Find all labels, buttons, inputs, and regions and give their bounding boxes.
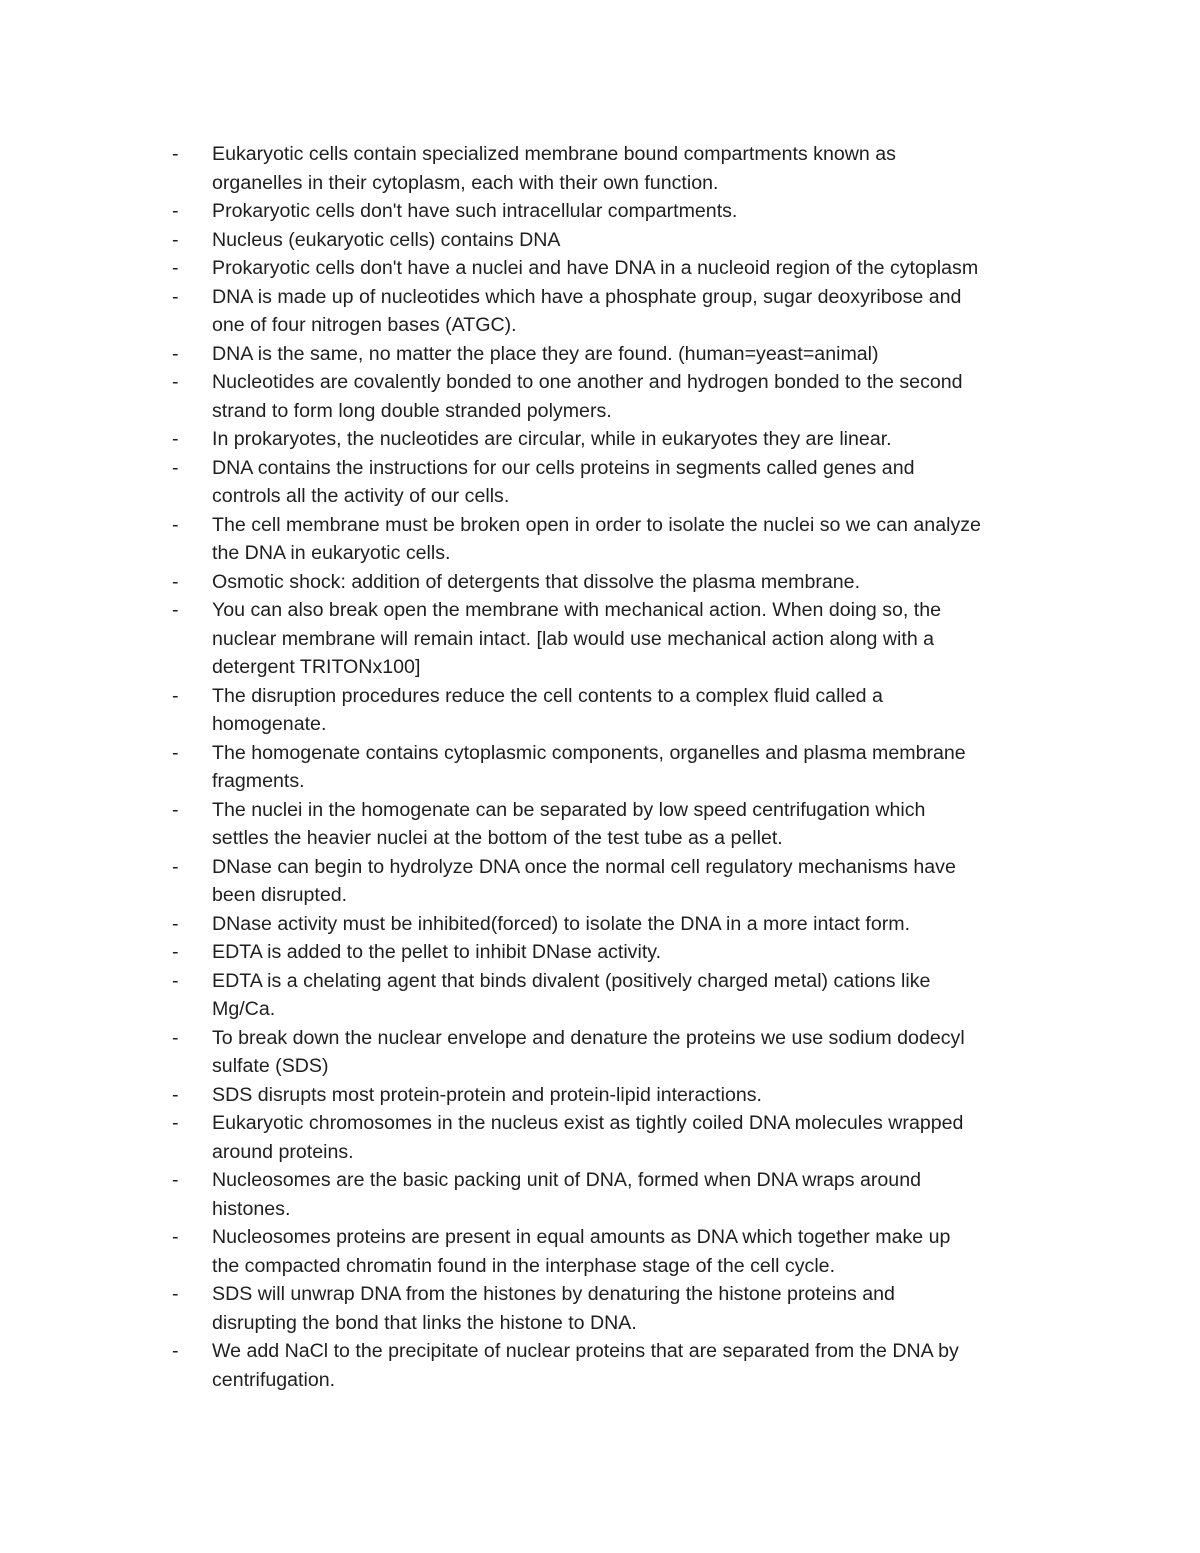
bullet-dash: -	[172, 1083, 179, 1106]
bullet-dash: -	[172, 456, 179, 479]
bullet-dash: -	[172, 798, 179, 821]
note-text-line: EDTA is added to the pellet to inhibit DNase activity.	[212, 941, 662, 963]
note-item	[172, 1166, 1072, 1223]
bullet-dash: -	[172, 741, 179, 764]
note-text-line: The disruption procedures reduce the cell contents to a complex fluid called a	[212, 684, 883, 707]
bullet-dash: -	[172, 228, 179, 251]
bullet-dash: -	[172, 285, 179, 308]
note-item	[172, 511, 1072, 568]
note-text-line: homogenate.	[212, 713, 327, 735]
bullet-dash: -	[172, 684, 179, 707]
note-text-line: DNA is the same, no matter the place they are found. (human=yeast=animal)	[212, 342, 879, 365]
note-item	[172, 226, 1072, 255]
bullet-dash: -	[172, 428, 179, 450]
note-text-line: SDS will unwrap DNA from the histones by denaturing the histone proteins and	[212, 1283, 895, 1305]
note-item	[172, 938, 1072, 967]
note-text-line: detergent TRITONx100]	[212, 656, 421, 678]
note-item	[172, 1223, 1072, 1280]
note-item	[172, 1337, 1072, 1394]
bullet-dash: -	[172, 570, 179, 593]
note-text-line: The nuclei in the homogenate can be separated by low speed centrifugation which	[212, 798, 926, 821]
bullet-dash: -	[172, 371, 179, 393]
note-text-line: the compacted chromatin found in the interphase stage of the cell cycle.	[212, 1254, 836, 1277]
note-text-line: the DNA in eukaryotic cells.	[212, 542, 451, 564]
note-text-line: around proteins.	[212, 1140, 354, 1163]
bullet-dash: -	[172, 513, 179, 536]
note-text-line: In prokaryotes, the nucleotides are circular, while in eukaryotes they are linear.	[212, 428, 892, 450]
note-item	[172, 368, 1072, 425]
note-item	[172, 425, 1072, 454]
note-text-line: Nucleotides are covalently bonded to one another and hydrogen bonded to the second	[212, 371, 963, 393]
note-item	[172, 853, 1072, 910]
note-text-line: DNA is made up of nucleotides which have a phosphate group, sugar deoxyribose and	[212, 285, 962, 308]
note-text-line: one of four nitrogen bases (ATGC).	[212, 314, 517, 336]
note-item	[172, 1081, 1072, 1110]
bullet-dash: -	[172, 143, 179, 165]
note-text-line: settles the heavier nuclei at the bottom of the test tube as a pellet.	[212, 827, 783, 849]
note-text-line: The cell membrane must be broken open in order to isolate the nuclei so we can analyze	[212, 513, 981, 536]
bullet-dash: -	[172, 969, 179, 992]
note-text-line: centrifugation.	[212, 1368, 336, 1391]
bullet-dash: -	[172, 342, 179, 365]
note-text-line: nuclear membrane will remain intact. [lab would use mechanical action along with a	[212, 627, 935, 650]
bullet-dash: -	[172, 855, 179, 878]
note-item	[172, 568, 1072, 597]
bullet-dash: -	[172, 1283, 179, 1305]
bullet-dash: -	[172, 599, 179, 621]
note-text-line: strand to form long double stranded polymers.	[212, 399, 612, 422]
note-text-line: fragments.	[212, 770, 305, 792]
note-text-line: You can also break open the membrane with mechanical action. When doing so, the	[212, 599, 942, 621]
note-item	[172, 140, 1072, 197]
note-item	[172, 796, 1072, 853]
note-text-line: controls all the activity of our cells.	[212, 485, 510, 507]
note-item	[172, 739, 1072, 796]
bullet-dash: -	[172, 1340, 179, 1362]
note-text-line: DNase activity must be inhibited(forced) to isolate the DNA in a more intact form.	[212, 912, 911, 935]
note-item	[172, 967, 1072, 1024]
note-text-line: Prokaryotic cells don't have such intracellular compartments.	[212, 200, 738, 222]
bullet-dash: -	[172, 1026, 179, 1049]
note-text-line: been disrupted.	[212, 884, 348, 906]
bullet-dash: -	[172, 200, 179, 222]
note-text-line: Prokaryotic cells don't have a nuclei and have DNA in a nucleoid region of the cytoplasm	[212, 257, 979, 279]
note-text-line: disrupting the bond that links the histone to DNA.	[212, 1311, 637, 1334]
note-item	[172, 682, 1072, 739]
note-text-line: Nucleosomes are the basic packing unit of DNA, formed when DNA wraps around	[212, 1169, 921, 1191]
note-text-line: Osmotic shock: addition of detergents that dissolve the plasma membrane.	[212, 570, 861, 593]
note-text-line: histones.	[212, 1197, 291, 1220]
note-text-line: DNA contains the instructions for our cells proteins in segments called genes and	[212, 456, 915, 479]
note-item	[172, 454, 1072, 511]
note-item	[172, 596, 1072, 682]
note-text-line: EDTA is a chelating agent that binds divalent (positively charged metal) cations like	[212, 969, 931, 992]
bullet-dash: -	[172, 1226, 179, 1248]
note-item	[172, 254, 1072, 283]
note-text-line: We add NaCl to the precipitate of nuclear proteins that are separated from the DNA by	[212, 1340, 959, 1362]
note-text-line: To break down the nuclear envelope and denature the proteins we use sodium dodecyl	[212, 1026, 965, 1049]
bullet-dash: -	[172, 1169, 179, 1191]
note-item	[172, 1109, 1072, 1166]
note-item	[172, 910, 1072, 939]
note-item	[172, 1280, 1072, 1337]
note-text-line: DNase can begin to hydrolyze DNA once the normal cell regulatory mechanisms have	[212, 855, 956, 878]
bullet-dash: -	[172, 257, 179, 279]
note-text-line: sulfate (SDS)	[212, 1055, 329, 1077]
bullet-dash: -	[172, 1112, 179, 1134]
note-text-line: Nucleus (eukaryotic cells) contains DNA	[212, 228, 561, 251]
note-item	[172, 340, 1072, 369]
note-text-line: SDS disrupts most protein-protein and protein-lipid interactions.	[212, 1083, 762, 1106]
notes-bullet-list	[172, 140, 1072, 1394]
note-item	[172, 1024, 1072, 1081]
note-text-line: Eukaryotic cells contain specialized membrane bound compartments known as	[212, 143, 896, 165]
bullet-dash: -	[172, 941, 179, 963]
note-text-line: Mg/Ca.	[212, 998, 276, 1020]
note-item	[172, 197, 1072, 226]
note-item	[172, 283, 1072, 340]
note-text-line: The homogenate contains cytoplasmic components, organelles and plasma membrane	[212, 741, 966, 764]
note-text-line: organelles in their cytoplasm, each with their own function.	[212, 171, 719, 194]
note-text-line: Eukaryotic chromosomes in the nucleus exist as tightly coiled DNA molecules wrapped	[212, 1112, 964, 1134]
bullet-dash: -	[172, 912, 179, 935]
note-text-line: Nucleosomes proteins are present in equal amounts as DNA which together make up	[212, 1226, 951, 1248]
